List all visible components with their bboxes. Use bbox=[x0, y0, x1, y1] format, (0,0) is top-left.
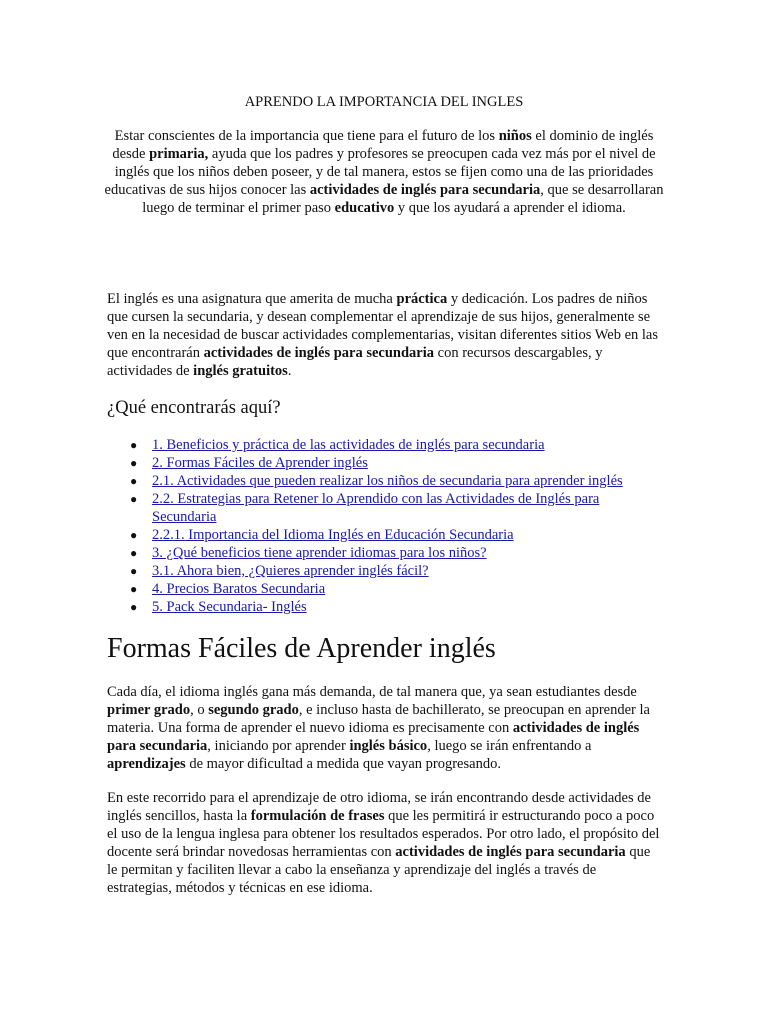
paragraph-bold: aprendizajes bbox=[107, 756, 186, 772]
toc-item bbox=[107, 436, 667, 454]
intro-text: ayuda que los padres y profesores se preocupen cada vez más por el nivel de inglés que los niños deben poseer, y de tal manera, estos se fijen como una de las prioridades educativas de sus hijos conocer las bbox=[104, 146, 656, 198]
paragraph-journey bbox=[107, 789, 663, 897]
intro-text: Estar conscientes de la importancia que tiene para el futuro de los bbox=[114, 128, 499, 144]
paragraph-practice bbox=[107, 290, 663, 380]
intro-text: y que los ayudará a aprender el idioma. bbox=[394, 200, 626, 216]
toc-link[interactable]: 5. Pack Secundaria- Inglés bbox=[152, 599, 307, 615]
paragraph-bold: inglés gratuitos bbox=[193, 363, 288, 379]
paragraph-text: que les permitirá ir estructurando poco a poco el uso de la lengua inglesa para obtener los resultados esperados. Por otro lado, el propósito del docente será brindar novedosas herramientas con bbox=[107, 808, 660, 860]
toc-item bbox=[107, 544, 667, 562]
paragraph-bold: práctica bbox=[396, 291, 448, 307]
paragraph-text: y dedicación. Los padres de niños que cursen la secundaria, y desean complementar el aprendizaje de sus hijos, generalmente se ven en la necesidad de buscar actividades complementarias, visitan diferentes sitios Web en las que encontrarán bbox=[107, 291, 658, 361]
toc-link[interactable]: 4. Precios Baratos Secundaria bbox=[152, 581, 326, 597]
toc-link[interactable]: 2.1. Actividades que pueden realizar los niños de secundaria para aprender inglés bbox=[152, 473, 623, 489]
bullet-icon: ● bbox=[130, 600, 138, 614]
paragraph-bold: primer grado bbox=[107, 702, 191, 718]
paragraph-text: que le permitan y faciliten llevar a cabo la enseñanza y aprendizaje del inglés a través de estrategias, métodos y técnicas en ese idioma. bbox=[107, 844, 651, 896]
toc-item bbox=[107, 490, 667, 526]
page-title: APRENDO LA IMPORTANCIA DEL INGLES bbox=[244, 94, 524, 110]
toc-link[interactable]: 2.2.1. Importancia del Idioma Inglés en Educación Secundaria bbox=[152, 527, 514, 543]
paragraph-bold: actividades de inglés para secundaria bbox=[203, 345, 435, 361]
toc-item bbox=[107, 472, 667, 490]
table-of-contents bbox=[107, 436, 667, 616]
bullet-icon: ● bbox=[130, 528, 138, 542]
paragraph-text: El inglés es una asignatura que amerita de mucha bbox=[107, 291, 397, 307]
paragraph-text: , e incluso hasta de bachillerato, se preocupan en aprender la materia. Una forma de aprender el nuevo idioma es precisamente con bbox=[107, 702, 650, 736]
paragraph-text: En este recorrido para el aprendizaje de otro idioma, se irán encontrando desde actividades de inglés sencillos, hasta la bbox=[107, 790, 651, 824]
paragraph-text: Cada día, el idioma inglés gana más demanda, de tal manera que, ya sean estudiantes desde bbox=[107, 684, 637, 700]
toc-link[interactable]: 2. Formas Fáciles de Aprender inglés bbox=[152, 455, 368, 471]
bullet-icon: ● bbox=[130, 456, 138, 470]
intro-text: , que se desarrollaran luego de terminar el primer paso bbox=[142, 182, 664, 216]
intro-bold: actividades de inglés para secundaria bbox=[309, 182, 541, 198]
paragraph-bold: segundo grado bbox=[208, 702, 299, 718]
toc-item bbox=[107, 454, 667, 472]
toc-link[interactable]: 1. Beneficios y práctica de las actividades de inglés para secundaria bbox=[152, 437, 545, 453]
intro-bold: primaria, bbox=[149, 146, 209, 162]
toc-link[interactable]: 2.2. Estrategias para Retener lo Aprendido con las Actividades de Inglés para Secundaria bbox=[152, 491, 600, 525]
paragraph-text: con recursos descargables, y actividades de bbox=[107, 345, 603, 379]
bullet-icon: ● bbox=[130, 474, 138, 488]
paragraph-text: , luego se irán enfrentando a bbox=[427, 738, 592, 754]
toc-link[interactable]: 3. ¿Qué beneficios tiene aprender idiomas para los niños? bbox=[152, 545, 487, 561]
intro-text: el dominio de inglés desde bbox=[112, 128, 654, 162]
paragraph-bold: actividades de inglés para secundaria bbox=[395, 844, 626, 860]
bullet-icon: ● bbox=[130, 564, 138, 578]
bullet-icon: ● bbox=[130, 438, 138, 452]
toc-item bbox=[107, 526, 667, 544]
intro-paragraph bbox=[100, 127, 668, 217]
toc-link[interactable]: 3.1. Ahora bien, ¿Quieres aprender inglés fácil? bbox=[152, 563, 429, 579]
toc-item bbox=[107, 598, 667, 616]
toc-heading: ¿Qué encontrarás aquí? bbox=[107, 398, 281, 418]
paragraph-bold: inglés básico bbox=[349, 738, 428, 754]
toc-item bbox=[107, 580, 667, 598]
paragraph-demand bbox=[107, 683, 663, 773]
paragraph-bold: formulación de frases bbox=[250, 808, 385, 824]
bullet-icon: ● bbox=[130, 582, 138, 596]
paragraph-text: , o bbox=[190, 702, 209, 718]
paragraph-text: . bbox=[287, 363, 292, 379]
bullet-icon: ● bbox=[130, 546, 138, 560]
toc-item bbox=[107, 562, 667, 580]
paragraph-text: , iniciando por aprender bbox=[207, 738, 350, 754]
paragraph-bold: actividades de inglés para secundaria bbox=[107, 720, 640, 754]
bullet-icon: ● bbox=[130, 492, 138, 506]
intro-bold: niños bbox=[498, 128, 532, 144]
intro-bold: educativo bbox=[334, 200, 395, 216]
section-heading: Formas Fáciles de Aprender inglés bbox=[107, 633, 496, 664]
paragraph-text: de mayor dificultad a medida que vayan progresando. bbox=[185, 756, 501, 772]
